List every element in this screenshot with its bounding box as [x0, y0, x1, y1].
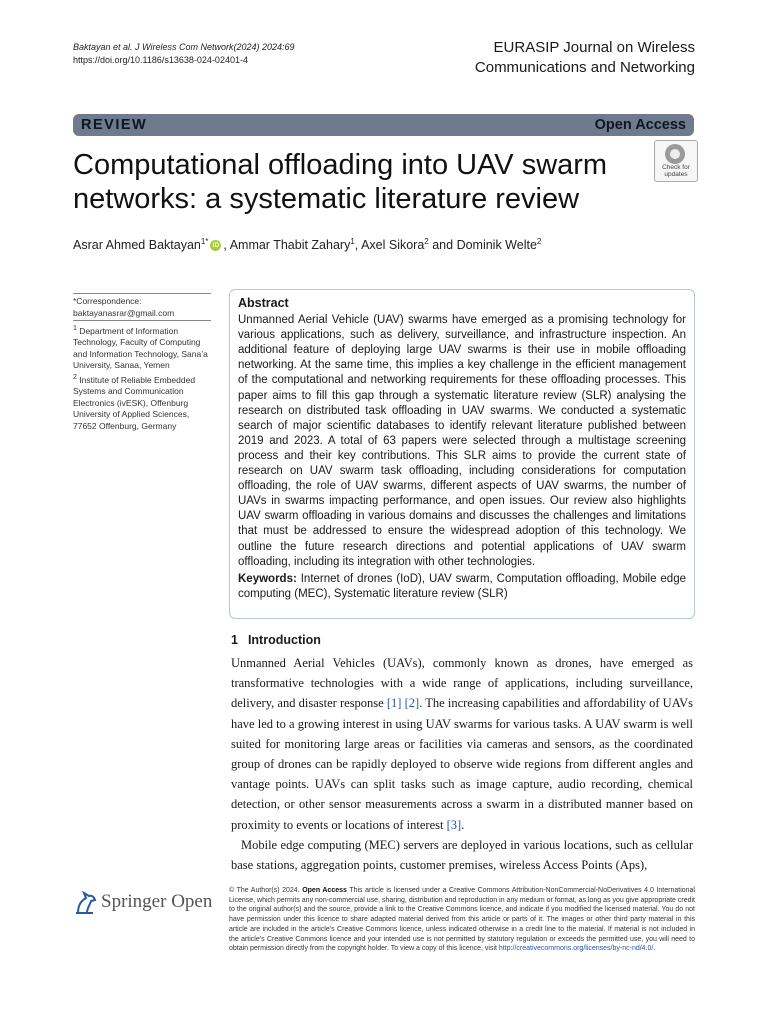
author-1-sup: 1*: [200, 237, 209, 246]
section-title: Introduction: [247, 633, 321, 647]
intro-text: . The increasing capabilities and affordability of UAVs have led to a growing interest in using UAV swarms for various tasks. A UAV swarm is well suited for monitoring large areas or facilities via cameras and sensors, as the coordinated group of drones can be rapidly deployed to observe wide regions from different angles and vantage points. UAVs can split tasks such as image capture, audio recording, chemical detection, or other sensor measurements across a swarm in a distributed manner based on proximity to events or locations of interest: [231, 696, 694, 832]
licence-end: .: [653, 945, 656, 953]
abstract-text: Unmanned Aerial Vehicle (UAV) swarms have emerged as a promising technology for various applications, such as delivery, surveillance, and infrastructure inspection. An additional feature of deploying large UAV swarms is their use in mobile offloading networking. At the same time, this implies a key challenge in the efficient management of the computational and networking requirements for these offloading processes. This paper aims to fill this gap through a systematic literature review (SLR) analysing the research on distributed task offloading in UAV swarms. We conducted a systematic search of major scientific databases to identify relevant literature published between 2019 and 2023. A total of 63 papers were selected through a multistage screening process and their key contributions. This SLR aims to provide the current state of research on UAV swarm task offloading, including considerations for computation offloading, the role of UAV swarms, different aspects of UAV swarms, the number of UAVs in swarms impacting performance, and open issues. Our review also highlights UAV swarm offloading in various domains and discusses the challenges and limitations that must be addressed to ensure the widespread adoption of this technology. We outline the future research directions and potential applications of UAV swarm offloading, including its integration with other technologies.: [238, 314, 686, 568]
citation-line: [73, 41, 295, 54]
author-3-sup: 2: [424, 237, 429, 246]
introduction-body: [231, 653, 693, 875]
affiliation-2: [73, 372, 211, 432]
intro-paragraph-1: [231, 653, 693, 835]
article-type: REVIEW: [81, 117, 148, 133]
abstract-heading: Abstract: [238, 296, 289, 310]
divider: [73, 293, 211, 294]
author-2-sup: 1: [350, 237, 355, 246]
licence-url[interactable]: http://creativecommons.org/licenses/by-nc-nd/4.0/: [498, 945, 654, 953]
check-updates-line2: updates: [664, 171, 688, 178]
affiliation-1: [73, 323, 211, 372]
intro-text: Unmanned Aerial Vehicles (UAVs), commonly known as drones, have emerged as transformative technologies with a wide range of applications, including surveillance, delivery, and disaster response: [231, 656, 693, 711]
journal-name-line2: Communications and Networking: [474, 59, 695, 76]
check-updates-line1: Check for: [662, 164, 690, 171]
open-access-label: Open Access: [594, 117, 686, 133]
journal-name-line1: EURASIP Journal on Wireless: [493, 39, 695, 56]
citation-authors: Baktayan et al. J Wireless Com Network: [73, 42, 234, 52]
citation-ref-1[interactable]: [1]: [386, 696, 402, 711]
publisher-name-suffix: Open: [166, 891, 213, 912]
check-updates-icon: [665, 144, 685, 164]
licence-copyright: © The Author(s) 2024.: [229, 887, 303, 894]
intro-text: .: [461, 817, 465, 832]
doi-link[interactable]: https://doi.org/10.1186/s13638-024-02401-4: [73, 55, 248, 65]
author-4[interactable]: Dominik Welte: [456, 238, 537, 253]
publisher-name-main: Springer: [101, 891, 167, 912]
author-sep: ,: [223, 238, 230, 253]
author-list: [73, 237, 541, 252]
keywords-text: Internet of drones (IoD), UAV swarm, Computation offloading, Mobile edge computing (MEC), Systematic literature review (SLR): [238, 572, 686, 600]
publisher-name: [101, 891, 212, 913]
section-heading: [231, 633, 321, 647]
correspondence-block: [73, 293, 211, 319]
abstract-box: [229, 289, 695, 619]
author-1[interactable]: Asrar Ahmed Baktayan: [73, 238, 201, 253]
orcid-icon[interactable]: iD: [210, 240, 221, 251]
keywords-label: Keywords:: [238, 572, 297, 585]
author-4-sup: 2: [536, 237, 542, 246]
licence-text: This article is licensed under a Creative Commons Attribution-NonCommercial-NoDerivatives 4.0 International License, which permits any non-commercial use, sharing, distribution and reproduction in any medium or format, as long as you give appropriate credit to the original author(s) and the source, provide a link to the Creative Commons licence, and indicate if you modified the licensed material. You do not have permission under this licence to share adapted material derived from this article or parts of it. The images or other third party material in this article are included in the article’s Creative Commons licence, unless indicated otherwise in a credit line to the material. If material is not included in the article’s Creative Commons licence and your intended use is not permitted by statutory regulation or exceeds the permitted use, you will need to obtain permission directly from the copyright holder. To view a copy of this licence, visit: [229, 887, 695, 953]
springer-horse-icon: [73, 889, 97, 915]
affiliation-1-text: Department of Information Technology, Faculty of Computing and Information Technology, Sana’a University, Sanaa, Yemen: [73, 325, 208, 371]
affiliation-2-sup: 2: [73, 372, 77, 381]
author-3[interactable]: Axel Sikora: [361, 238, 425, 253]
citation-block: [73, 41, 295, 67]
check-for-updates-badge[interactable]: [654, 140, 698, 182]
correspondence-email[interactable]: baktayanasrar@gmail.com: [73, 307, 175, 318]
affiliations-block: [73, 320, 211, 432]
affiliation-2-text: Institute of Reliable Embedded Systems and Communication Electronics (ivESK), Offenburg University of Applied Sciences, 77652 Offenburg, Germany: [73, 374, 196, 431]
licence-statement: [229, 886, 695, 954]
citation-ref-3[interactable]: [3]: [446, 817, 462, 832]
journal-name: [475, 38, 695, 78]
author-sep: and: [428, 238, 457, 253]
keywords: [238, 572, 686, 602]
author-sep: ,: [354, 238, 362, 253]
section-number: 1: [231, 633, 238, 647]
article-type-band: [73, 114, 694, 136]
correspondence-label: *Correspondence:: [73, 296, 142, 306]
intro-paragraph-2: Mobile edge computing (MEC) servers are deployed in various locations, such as cellular base stations, aggregation points, customer premises, wireless Access Points (Aps),: [231, 837, 693, 873]
citation-year: (2024) 2024:69: [233, 42, 295, 52]
divider: [73, 320, 211, 321]
affiliation-1-sup: 1: [73, 324, 77, 332]
citation-ref-2[interactable]: [2]: [404, 696, 420, 711]
check-updates-text: [655, 164, 697, 178]
article-title: Computational offloading into UAV swarm networks: a systematic literature review: [73, 149, 608, 215]
licence-open-access: Open Access: [302, 887, 347, 894]
author-2[interactable]: Ammar Thabit Zahary: [229, 238, 351, 253]
springer-open-logo: [73, 886, 218, 920]
